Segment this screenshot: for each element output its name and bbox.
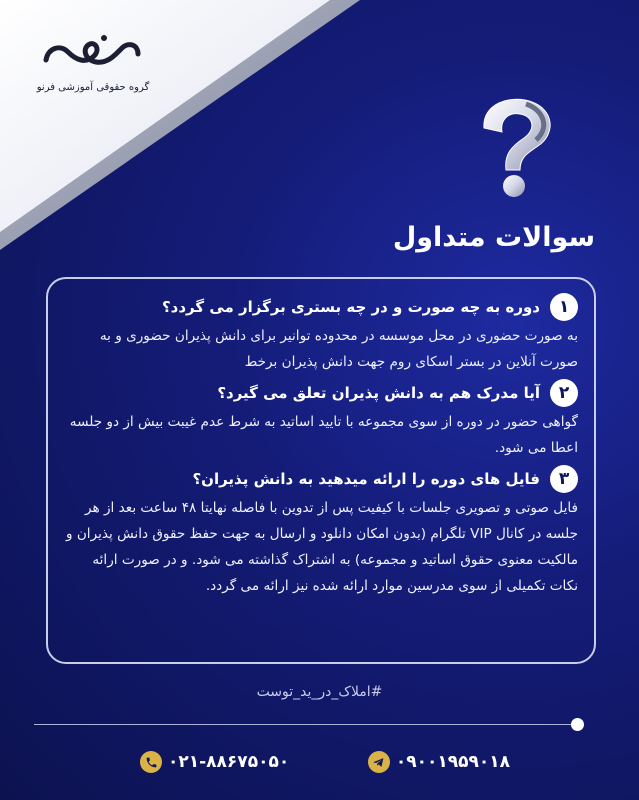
question-mark-icon [470, 92, 560, 202]
faq-number-badge: ۲ [550, 379, 578, 407]
faq-answer: به صورت حضوری در محل موسسه در محدوده توانیر برای دانش پذیران حضوری و به صورت آنلاین در بستر اسکای روم جهت دانش پذیران برخط [99, 328, 578, 370]
faq-number-badge: ۳ [550, 465, 578, 493]
telegram-contact[interactable] [368, 751, 510, 773]
faq-question: فایل های دوره را ارائه میدهید به دانش پذیران؟ [192, 470, 540, 488]
brand-logo [28, 30, 158, 110]
hashtag[interactable]: #املاک_در_ید_توست [256, 684, 383, 700]
brand-caption: گروه حقوقی آموزشی فرنو [36, 82, 150, 93]
phone-number: ۰۲۱-۸۸۶۷۵۰۵۰ [168, 752, 290, 772]
divider-dot [571, 718, 584, 731]
faq-panel [46, 277, 596, 664]
faq-item-3 [62, 465, 578, 599]
faq-item-2 [62, 379, 578, 461]
faq-question: دوره به چه صورت و در چه بستری برگزار می گردد؟ [161, 298, 540, 316]
faq-answer: گواهی حضور در دوره از سوی مجموعه با تایید اساتید به شرط عدم غیبت بیش از دو جلسه اعطا می شود. [69, 414, 578, 456]
phone-contact[interactable] [140, 751, 289, 773]
telegram-number: ۰۹۰۰۱۹۵۹۰۱۸ [395, 752, 510, 772]
faq-item-1 [62, 293, 578, 375]
page-title: سوالات متداول [392, 222, 595, 253]
faq-number-badge: ۱ [550, 293, 578, 321]
telegram-icon [368, 751, 390, 773]
divider-line [34, 724, 580, 725]
brand-logo-mark [38, 30, 148, 78]
faq-answer: فایل صوتی و تصویری جلسات با کیفیت پس از تدوین با فاصله نهایتا ۴۸ ساعت بعد از هر جلسه در کانال VIP تلگرام (بدون امکان دانلود و ارسال به جهت حفظ حقوق دانش پذیران و مالکیت معنوی حقوق اساتید و مجموعه) به اشتراک گذاشته می شود. و در صورت ارائه نکات تکمیلی از سوی مدرسین موارد ارائه شده نیز ارائه می گردد. [65, 500, 578, 594]
phone-icon [140, 751, 162, 773]
contact-bar [140, 747, 510, 777]
faq-question: آیا مدرک هم به دانش پذیران تعلق می گیرد؟ [217, 384, 540, 402]
